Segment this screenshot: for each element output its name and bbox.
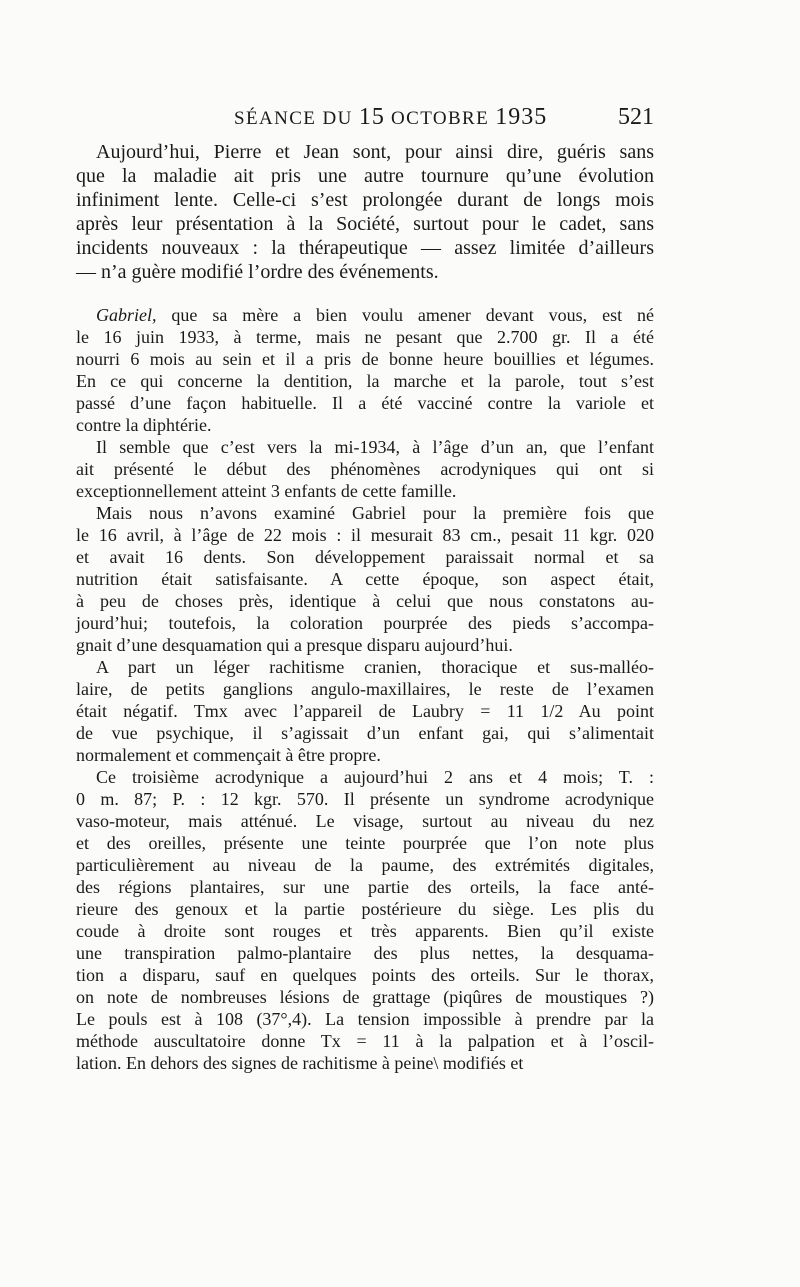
text-line: Le pouls est à 108 (37°,4). La tension impossible à prendre par la	[76, 1009, 654, 1029]
text-line: le 16 avril, à l’âge de 22 mois : il mesurait 83 cm., pesait 11 kgr. 020	[76, 525, 654, 545]
text-line: tion a disparu, sauf en quelques points des orteils. Sur le thorax,	[76, 965, 654, 985]
text-line: rieure des genoux et la partie postérieure du siège. Les plis du	[76, 899, 654, 919]
text-line: Gabriel, que sa mère a bien voulu amener devant vous, est né	[96, 305, 654, 325]
text-line: contre la diphtérie.	[76, 415, 212, 435]
text-line: à peu de choses près, identique à celui que nous constatons au-	[76, 591, 654, 611]
text-line: Aujourd’hui, Pierre et Jean sont, pour ainsi dire, guéris sans	[96, 141, 654, 163]
paragraph	[76, 436, 654, 502]
text-line: et des oreilles, présente une teinte pourprée que l’on note plus	[76, 833, 654, 853]
text-line: une transpiration palmo-plantaire des plus nettes, la desquama-	[76, 943, 654, 963]
running-title-mid: OCTOBRE	[384, 108, 496, 129]
text-line: passé d’une façon habituelle. Il a été vacciné contre la variole et	[76, 393, 654, 413]
text-line: Il semble que c’est vers la mi-1934, à l’âge d’un an, que l’enfant	[96, 437, 654, 457]
text-line: particulièrement au niveau de la paume, des extrémités digitales,	[76, 855, 654, 875]
text-line: jourd’hui; toutefois, la coloration pourprée des pieds s’accompa-	[76, 613, 654, 633]
text-line: Ce troisième acrodynique a aujourd’hui 2 ans et 4 mois; T. :	[96, 767, 654, 787]
text-line: incidents nouveaux : la thérapeutique — assez limitée d’ailleurs	[76, 237, 654, 259]
paragraph	[76, 502, 654, 656]
text-line: coude à droite sont rouges et très apparents. Bien qu’il existe	[76, 921, 654, 941]
text-line: 0 m. 87; P. : 12 kgr. 570. Il présente un syndrome acrodynique	[76, 789, 654, 809]
text-line: ait présenté le début des phénomènes acrodyniques qui ont si	[76, 459, 654, 479]
text-line: des régions plantaires, sur une partie des orteils, la face anté-	[76, 877, 654, 897]
text-line: exceptionnellement atteint 3 enfants de cette famille.	[76, 481, 457, 501]
text-line: lation. En dehors des signes de rachitisme à peine\ modifiés et	[76, 1053, 524, 1073]
text-line: gnait d’une desquamation qui a presque disparu aujourd’hui.	[76, 635, 513, 655]
text-line: après leur présentation à la Société, surtout pour le cadet, sans	[76, 213, 654, 235]
page-header	[76, 104, 654, 134]
text-line: En ce qui concerne la dentition, la marche et la parole, tout s’est	[76, 371, 654, 391]
text-line: A part un léger rachitisme cranien, thoracique et sus-malléo-	[96, 657, 654, 677]
paragraph	[76, 766, 654, 1074]
running-title-day: 15	[358, 104, 385, 130]
text-line: on note de nombreuses lésions de grattage (piqûres de moustiques ?)	[76, 987, 654, 1007]
text-line: que la maladie ait pris une autre tournure qu’une évolution	[76, 165, 654, 187]
text-line: le 16 juin 1933, à terme, mais ne pesant que 2.700 gr. Il a été	[76, 327, 654, 347]
text-line: normalement et commençait à être propre.	[76, 745, 381, 765]
running-title-pre: SÉANCE DU	[234, 108, 359, 129]
text-line: laire, de petits ganglions angulo-maxillaires, le reste de l’examen	[76, 679, 654, 699]
paragraph	[76, 304, 654, 436]
text-line: nourri 6 mois au sein et il a pris de bonne heure bouillies et légumes.	[76, 349, 654, 369]
article-body	[76, 140, 654, 1074]
text-line: de vue psychique, il s’agissait d’un enfant gai, qui s’alimentait	[76, 723, 654, 743]
text-line: et avait 16 dents. Son développement paraissait normal et sa	[76, 547, 654, 567]
text-line: Mais nous n’avons examiné Gabriel pour la première fois que	[96, 503, 654, 523]
text-line: nutrition était satisfaisante. A cette époque, son aspect était,	[76, 569, 654, 589]
text-line: infiniment lente. Celle-ci s’est prolongée durant de longs mois	[76, 189, 654, 211]
paragraph	[76, 140, 654, 284]
paragraph-gap	[76, 284, 654, 304]
running-title	[234, 104, 547, 131]
text-line: méthode auscultatoire donne Tx = 11 à la palpation et à l’oscil-	[76, 1031, 654, 1051]
paragraph	[76, 656, 654, 766]
running-title-year: 1935	[495, 104, 548, 130]
text-line: était négatif. Tmx avec l’appareil de Laubry = 11 1/2 Au point	[76, 701, 654, 721]
patient-name: Gabriel,	[96, 305, 157, 325]
text-line: vaso-moteur, mais atténué. Le visage, surtout au niveau du nez	[76, 811, 654, 831]
page-number: 521	[618, 104, 654, 130]
text-line: — n’a guère modifié l’ordre des événements.	[76, 261, 439, 283]
